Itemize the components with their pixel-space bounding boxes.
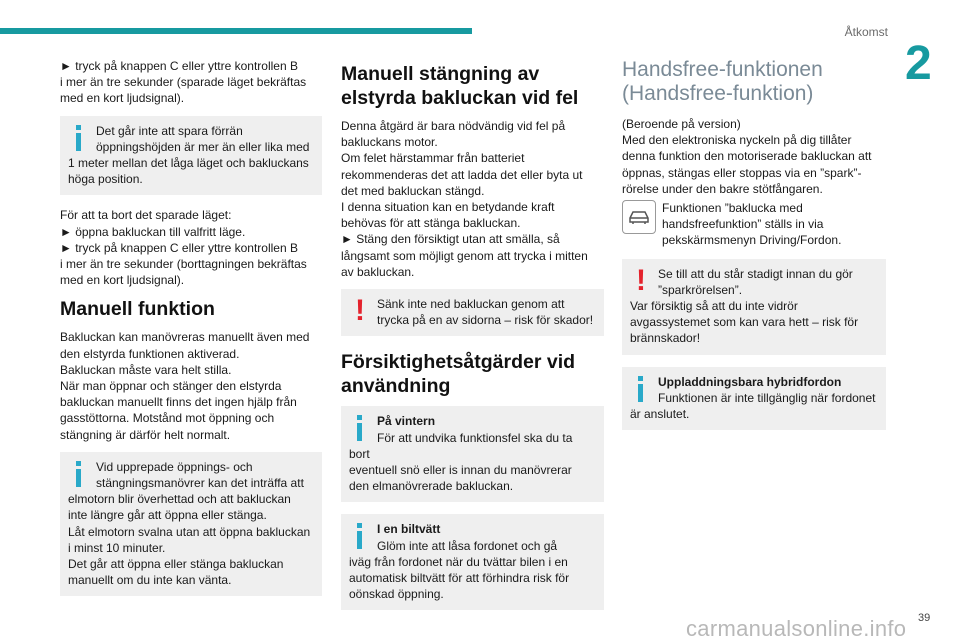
paragraph-manual: Bakluckan kan manövreras manuellt även med den elstyrda funktionen aktiverad. Bakluckan måste vara helt stilla. När man öppnar och stänger den elstyrda bakluckan manuellt finns det ingen hjälp från gasstöttorna. Motstånd mot öppning och stängning är därför helt normalt. <box>60 330 310 442</box>
heading-manual-function: Manuell funktion <box>60 298 215 321</box>
paragraph-handsfree-setting: Funktionen ”baklucka med handsfreefunktion” ställs in via pekskärmsmenyn Driving/Fordon. <box>622 200 886 249</box>
paragraph-closing: Denna åtgärd är bara nödvändig vid fel på bakluckans motor. Om felet härstammar från batteriet rekommenderas det att ladda det eller byta ut det med bakluckan stängd. I denna situation kan en betydande kraft behövas för att stänga bakluckan. ► Stäng den försiktigt utan att smälla, så långsamt som möjligt genom att trycka i mitten av bakluckan. <box>341 119 588 279</box>
column-1 <box>60 58 322 608</box>
column-2 <box>341 58 604 622</box>
info-box-hybrid: Uppladdningsbara hybridfordon Funktionen är inte tillgänglig när fordonet är anslutet. <box>622 367 886 431</box>
column-3 <box>622 58 886 442</box>
paragraph-handsfree: (Beroende på version) Med den elektroniska nyckeln på dig tillåter denna funktion den motoriserade bakluckan att öppnas, stängas eller stoppas via en ”spark”- rörelse under den bakre stötfångaren. <box>622 117 872 196</box>
info-box-overheat: Vid upprepade öppnings- och stängningsmanövrer kan det inträffa att elmotorn blir överhettad och att bakluckan inte längre går att öppna eller stänga. Låt elmotorn svalna utan att öppna bakluckan i minst 10 minuter. Det går att öppna eller stänga bakluckan manuellt om du inte kan vänta. <box>60 452 322 597</box>
info-icon <box>68 123 90 155</box>
info-icon <box>349 413 371 445</box>
page-number: 39 <box>918 612 931 624</box>
info-icon <box>68 459 90 491</box>
chapter-number: 2 <box>905 37 932 90</box>
warning-icon: ! <box>355 294 365 328</box>
watermark: carmanualsonline.info <box>686 616 907 641</box>
info-box-carwash: I en biltvätt Glöm inte att låsa fordonet och gå iväg från fordonet när du tvättar bilen i en automatisk biltvätt för att förhindra risk för oönskad öppning. <box>341 514 604 610</box>
warning-icon: ! <box>636 263 646 297</box>
info-box-height: Det går inte att spara förrän öppningshöjden är mer än eller lika med 1 meter mellan det låga läget och bakluckans höga position. <box>60 116 322 196</box>
heading-handsfree: Handsfree-funktionen (Handsfree-funktion) <box>622 58 823 105</box>
warning-box-exhaust: ! Se till att du står stadigt innan du gör ”sparkrörelsen”. Var försiktig så att du inte vidrör avgassystemet som kan vara hett – risk för brännskador! <box>622 259 886 355</box>
car-settings-icon <box>622 200 656 234</box>
paragraph-delete-position: För att ta bort det sparade läget: ► öppna bakluckan till valfritt läge. ► tryck på knappen C eller yttre kontrollen B i mer än tre sekunder (borttagningen bekräftas med en kort ljudsignal). <box>60 208 307 288</box>
info-icon <box>349 521 371 553</box>
warning-box-damage: ! Sänk inte ned bakluckan genom att trycka på en av sidorna – risk för skador! <box>341 289 604 336</box>
section-title: Åtkomst <box>844 25 888 39</box>
heading-precautions: Försiktighetsåtgärder vid användning <box>341 351 576 398</box>
paragraph-save-position: ► tryck på knappen C eller yttre kontrollen B i mer än tre sekunder (sparade läget bekräftas med en kort ljudsignal). <box>60 59 307 106</box>
info-box-winter: På vintern För att undvika funktionsfel ska du ta bort eventuell snö eller is innan du manövrerar den elmanövrerade bakluckan. <box>341 406 604 502</box>
info-icon <box>630 374 652 406</box>
top-accent-bar <box>0 28 472 34</box>
heading-manual-closing: Manuell stängning av elstyrda bakluckan vid fel <box>341 63 579 109</box>
